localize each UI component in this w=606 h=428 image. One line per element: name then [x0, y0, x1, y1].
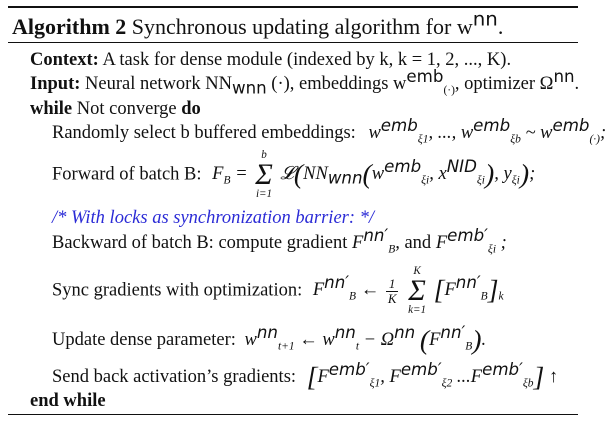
sync-barrier-comment: /* With locks as synchronization barrier: */: [52, 208, 375, 228]
step-backward: Backward of batch B: compute gradient $F^{nn'}_B$, and $F^{emb'}_{\xi i}$ ;: [52, 225, 507, 256]
fraction-1-over-K: $\frac{1}{K}$: [387, 276, 397, 306]
sum-over-k: K Σ k=1: [408, 265, 427, 317]
backward-math: $F^{nn'}_B$, and $F^{emb'}_{\xi i}$ ;: [352, 225, 507, 256]
algorithm-caption: Algorithm 2 Synchronous updating algorithm for $w^{nn}$.: [12, 7, 504, 39]
input-line: Input: Neural network $NN_{wnn}$ (·), embeddings $w^{emb}_{(\cdot)}$, optimizer $\Omega^{nn}$.: [30, 66, 580, 98]
while-condition: Not converge: [76, 99, 177, 119]
end-while-line: end while: [30, 391, 106, 411]
select-math: $w^{emb}_{\xi 1}$, ..., $w^{emb}_{\xi b}$ ~ $w^{emb}_{(\cdot)}$;: [368, 115, 606, 146]
context-keyword: Context:: [30, 50, 99, 70]
step-forward: Forward of batch B: $F_B$ = b Σ i=1 $𝓛(NN_{wnn}(w^{emb}_{\xi i}$, $x^{NID}_{\xi i}$), $y_{\xi i}$);: [52, 149, 536, 201]
algorithm-title: Synchronous updating algorithm for w: [131, 14, 473, 39]
algorithm-title-sup: nn: [472, 7, 498, 31]
update-math: $w^{nn}_{t+1}$ ← $w^{nn}_t - \Omega^{nn}$ $(F^{nn'}_B)$.: [244, 322, 487, 356]
input-keyword: Input:: [30, 74, 81, 94]
bottom-rule: [8, 414, 578, 415]
step-update: Update dense parameter: $w^{nn}_{t+1}$ ← $w^{nn}_t - \Omega^{nn}$ $(F^{nn'}_B)$.: [52, 322, 487, 356]
step-select: Randomly select b buffered embeddings: $w^{emb}_{\xi 1}$, ..., $w^{emb}_{\xi b}$ ~ $w^{emb}_{(\cdot)}$;: [52, 115, 606, 146]
context-text: A task for dense module (indexed by k, k = 1, 2, ..., K).: [102, 50, 512, 70]
sync-math: $F^{nn'}_B$ ← $\frac{1}{K}$ K Σ k=1 $[F^{nn'}_B]_k$: [312, 265, 504, 317]
step-sync: Sync gradients with optimization: $F^{nn'}_B$ ← $\frac{1}{K}$ K Σ k=1 $[F^{nn'}_B]_k$: [52, 265, 504, 317]
algorithm-label: Algorithm 2: [12, 14, 127, 39]
sendback-math: [$F^{emb'}_{\xi 1}$, $F^{emb'}_{\xi 2}$ $...F^{emb'}_{\xi b}$] ↑: [306, 359, 559, 393]
forward-math: $F_B$ = b Σ i=1 $𝓛(NN_{wnn}(w^{emb}_{\xi i}$, $x^{NID}_{\xi i}$), $y_{\xi i}$);: [212, 149, 536, 201]
while-keyword: while: [30, 99, 73, 119]
sum-operator: b Σ i=1: [255, 149, 273, 201]
do-keyword: do: [181, 99, 201, 119]
title-rule: [8, 42, 578, 43]
step-sendback: Send back activation’s gradients: [$F^{emb'}_{\xi 1}$, $F^{emb'}_{\xi 2}$ $...F^{emb'}_{\xi b}$] ↑: [52, 359, 559, 393]
while-line: [30, 99, 201, 120]
